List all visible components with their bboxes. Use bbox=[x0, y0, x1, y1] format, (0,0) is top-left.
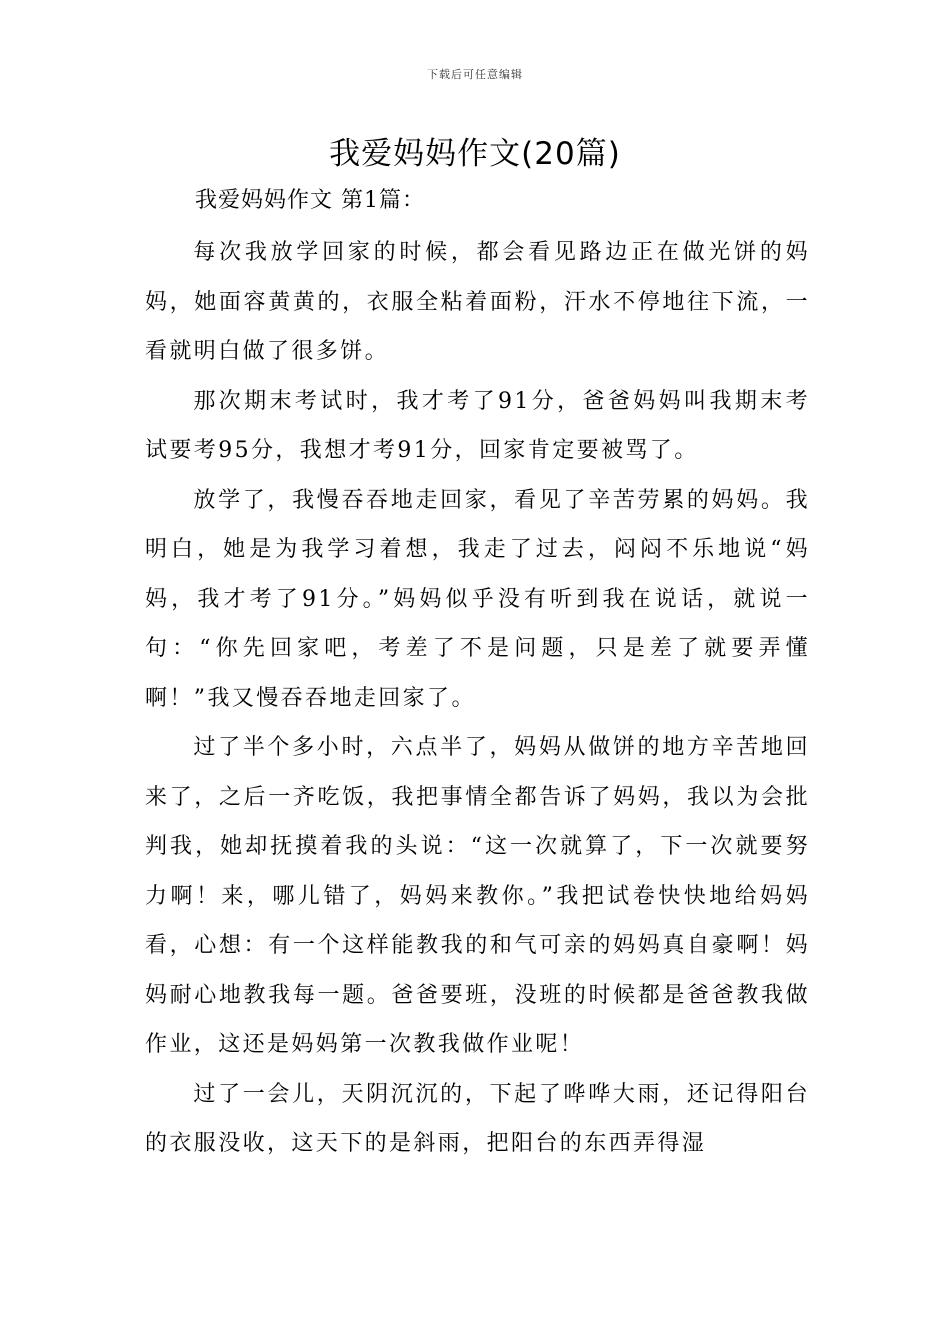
document-body bbox=[145, 228, 810, 1169]
paragraph: 过了半个多小时，六点半了，妈妈从做饼的地方辛苦地回来了，之后一齐吃饭，我把事情全都告诉了妈妈，我以为会批判我，她却抚摸着我的头说：“这一次就算了，下一次就要努力啊！来，哪儿错了，妈妈来教你。”我把试卷快快地给妈妈看，心想：有一个这样能教我的和气可亲的妈妈真自豪啊！妈妈耐心地教我每一题。爸爸要班，没班的时候都是爸爸教我做作业，这还是妈妈第一次教我做作业呢！ bbox=[145, 735, 810, 1057]
paragraph: 每次我放学回家的时候，都会看见路边正在做光饼的妈妈，她面容黄黄的，衣服全粘着面粉，汗水不停地往下流，一看就明白做了很多饼。 bbox=[145, 240, 810, 364]
header-note: 下载后可任意编辑 bbox=[427, 68, 523, 81]
paragraph: 放学了，我慢吞吞地走回家，看见了辛苦劳累的妈妈。我明白，她是为我学习着想，我走了过去，闷闷不乐地说“妈妈，我才考了91分。”妈妈似乎没有听到我在说话，就说一句：“你先回家吧，考差了不是问题，只是差了就要弄懂啊！”我又慢吞吞地走回家了。 bbox=[145, 487, 810, 711]
paragraph: 那次期末考试时，我才考了91分，爸爸妈妈叫我期末考试要考95分，我想才考91分，回家肯定要被骂了。 bbox=[145, 388, 810, 463]
document-subtitle: 我爱妈妈作文 第1篇： bbox=[195, 188, 425, 213]
document-title: 我爱妈妈作文(20篇) bbox=[329, 136, 621, 172]
paragraph: 过了一会儿，天阴沉沉的，下起了哗哗大雨，还记得阳台的衣服没收，这天下的是斜雨，把阳台的东西弄得湿 bbox=[145, 1081, 810, 1156]
